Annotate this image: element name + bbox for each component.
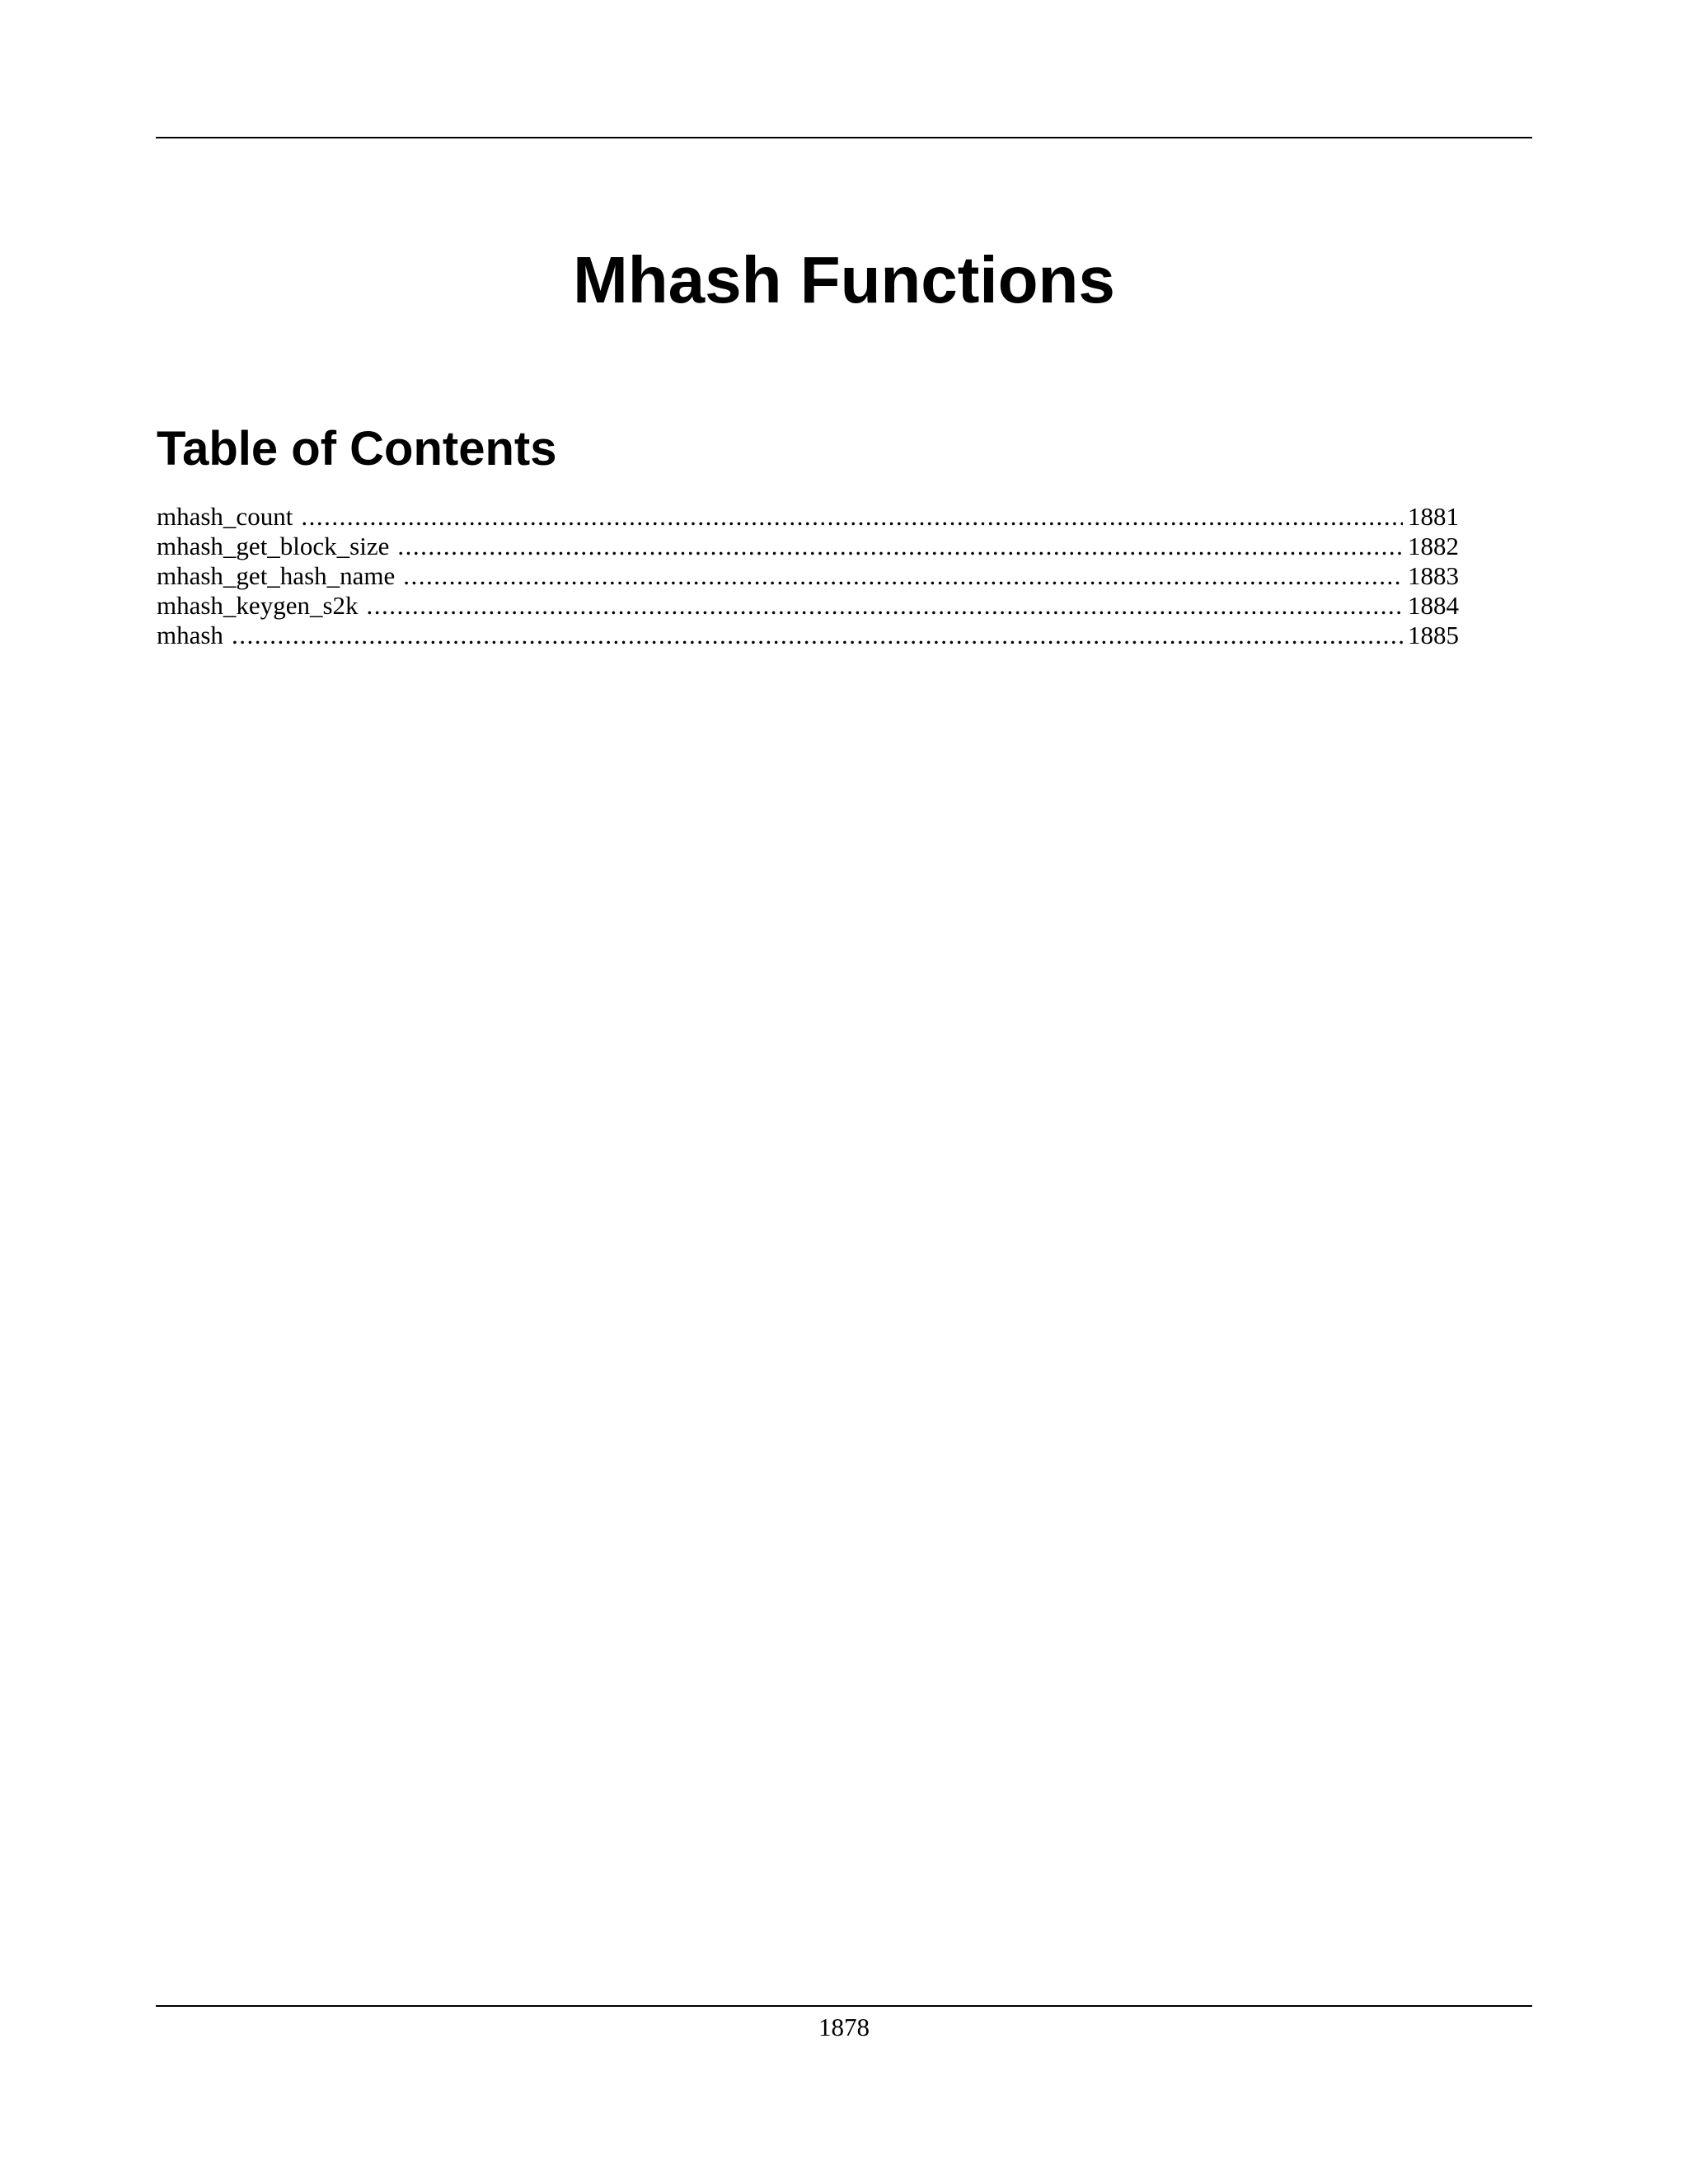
toc-entry-page[interactable]: 1881 (1408, 502, 1459, 531)
toc-leader-dots (397, 532, 1403, 561)
header-rule (156, 137, 1532, 138)
toc-heading: Table of Contents (157, 422, 557, 476)
toc-leader-dots (367, 591, 1403, 621)
toc-entry-mhash[interactable] (157, 621, 1459, 650)
toc-leader-dots (301, 502, 1403, 532)
toc-list (157, 502, 1459, 650)
toc-leader-dots (403, 561, 1403, 591)
toc-entry-name[interactable]: mhash (157, 621, 223, 649)
toc-entry-mhash-get-block-size[interactable] (157, 532, 1459, 561)
toc-entry-name[interactable]: mhash_keygen_s2k (157, 591, 359, 620)
page-number: 1878 (818, 2013, 870, 2041)
toc-entry-name[interactable]: mhash_get_block_size (157, 532, 390, 560)
toc-entry-page[interactable]: 1885 (1408, 621, 1459, 649)
toc-entry-page[interactable]: 1882 (1408, 532, 1459, 560)
footer-rule (156, 2005, 1532, 2007)
chapter-title: Mhash Functions (573, 243, 1115, 316)
toc-entry-mhash-keygen-s2k[interactable] (157, 591, 1459, 621)
toc-entry-mhash-get-hash-name[interactable] (157, 561, 1459, 591)
toc-entry-page[interactable]: 1884 (1408, 591, 1459, 620)
toc-entry-name[interactable]: mhash_get_hash_name (157, 561, 396, 590)
toc-entry-page[interactable]: 1883 (1408, 561, 1459, 590)
toc-leader-dots (232, 621, 1403, 650)
toc-entry-name[interactable]: mhash_count (157, 502, 293, 531)
toc-entry-mhash-count[interactable] (157, 502, 1459, 532)
